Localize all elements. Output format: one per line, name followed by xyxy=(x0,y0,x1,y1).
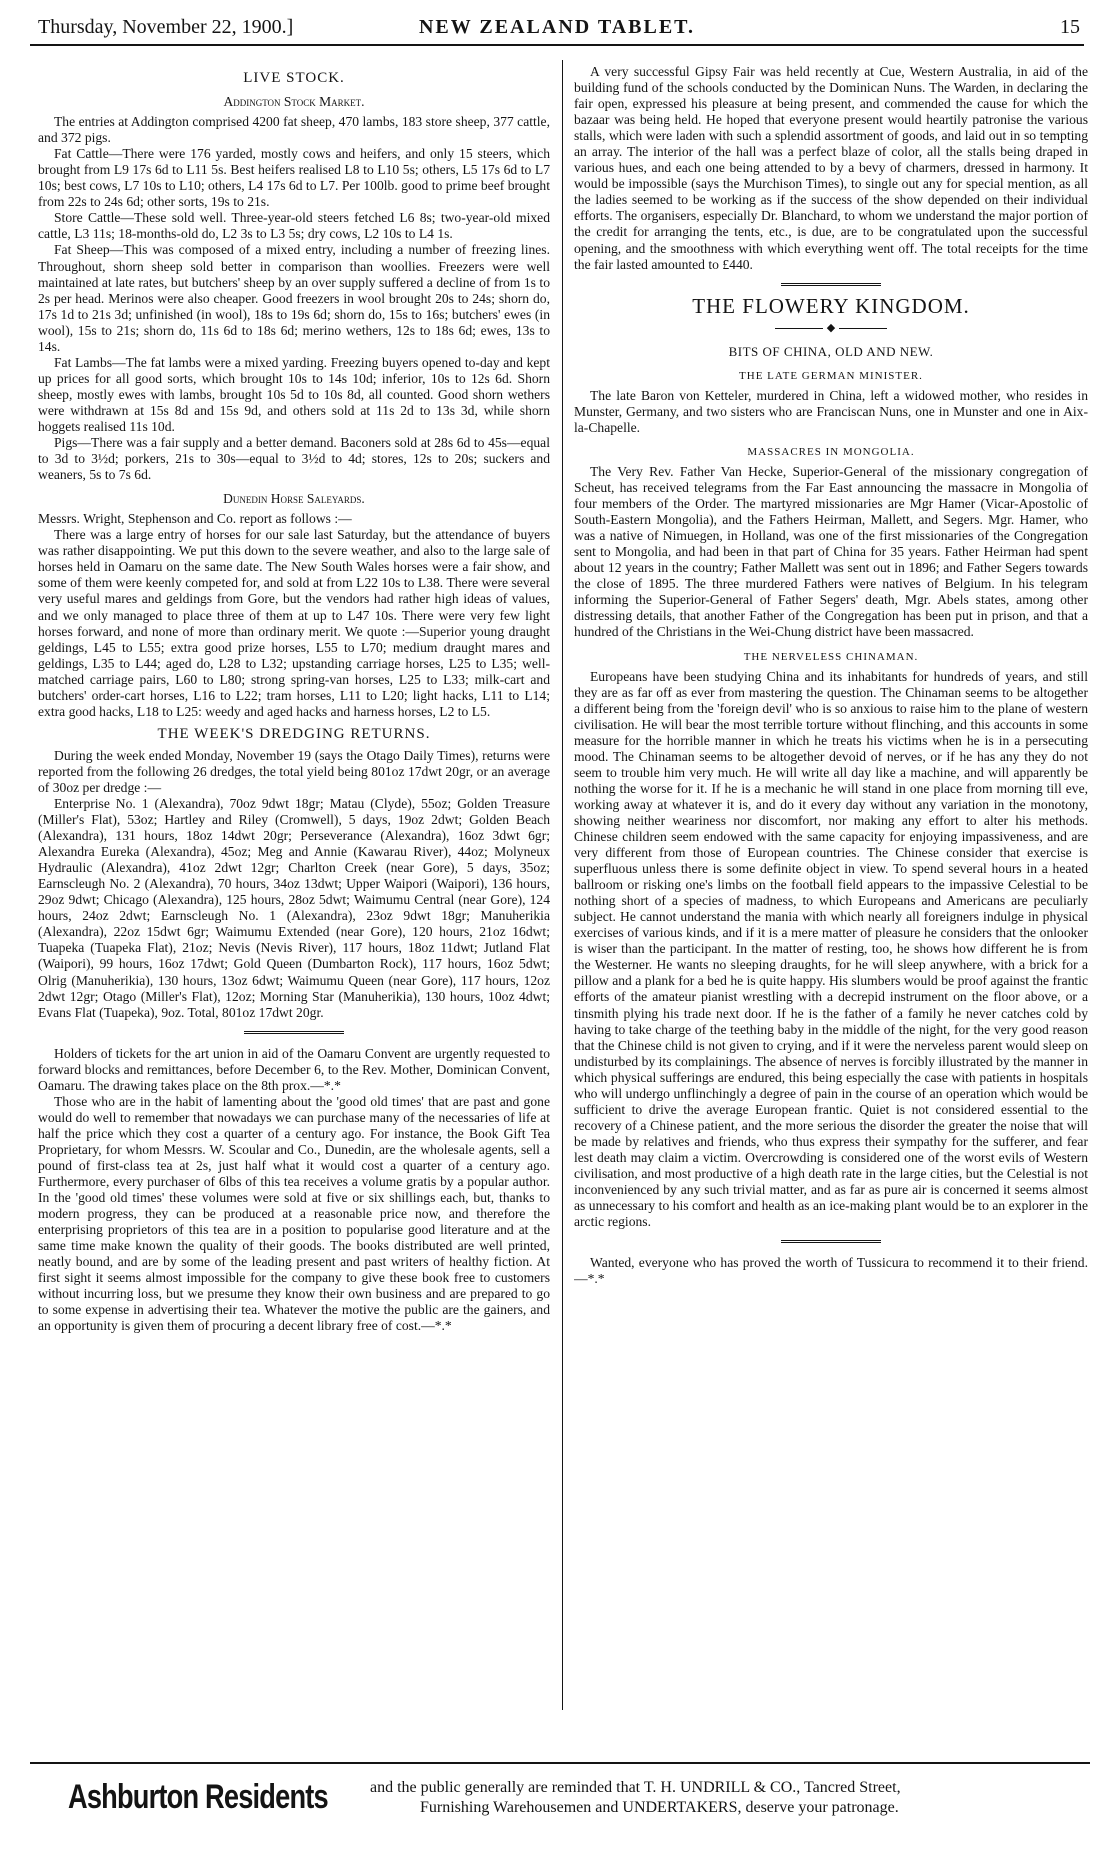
left-column xyxy=(38,64,550,1710)
flowery-kingdom-title: THE FLOWERY KINGDOM. xyxy=(692,293,970,318)
section-divider xyxy=(781,1240,881,1245)
right-column xyxy=(574,64,1088,1710)
art-union-paragraph: Holders of tickets for the art union in aid of the Oamaru Convent are urgently requested to forward blocks and remittances, before December 6, to the Rev. Mother, Dominican Convent, Oamaru. The drawing takes place on the 8th prox.—*.* xyxy=(38,1045,550,1093)
section-divider xyxy=(244,1031,344,1036)
dredging-paragraph: Enterprise No. 1 (Alexandra), 70oz 9dwt 18gr; Matau (Clyde), 55oz; Golden Treasure (Miller's Flat), 53oz; Hartley and Riley (Cromwell), 5 days, 19oz 2dwt; Golden Beach (Alexandra), 131 hours, 18oz 14dwt 20gr; Perseverance (Alexandra), 16oz 3dwt 6gr; Alexandra Eureka (Alexandra), 45oz; Meg and Annie (Kawarau River), 44oz; Molyneux Hydraulic (Alexandra), 41oz 2dwt 12gr; Charlton Creek (near Gore), 5 days, 35oz; Earnscleugh No. 2 (Alexandra), 70 hours, 34oz 13dwt; Upper Waipori (Waipori), 136 hours, 29oz 9dwt; Chicago (Alexandra), 125 hours, 28oz 5dwt; Waimumu Central (near Gore), 124 hours, 24oz 2dwt; Earnscleugh No. 1 (Alexandra), 23oz 9dwt 18gr; Manuherikia (Alexandra), 22oz 15dwt 6gr; Waimumu Extended (near Gore), 120 hours, 21oz 16dwt; Tuapeka (Tuapeka Flat), 21oz; Nevis (Nevis River), 117 hours, 18oz 11dwt; Jutland Flat (Waipori), 99 hours, 16oz 17dwt; Gold Queen (Dumbarton Rock), 117 hours, 16oz 5dwt; Olrig (Manuherikia), 130 hours, 13oz 6dwt; Waimumu Queen (near Gore), 117 hours, 12oz 2dwt 12gr; Otago (Miller's Flat), 12oz; Morning Star (Manuherikia), 130 hours, 10oz 4dwt; Evans Flat (Tuapeka), 9oz. Total, 801oz 17dwt 20gr. xyxy=(38,796,550,1020)
ad-body xyxy=(370,1778,1070,1818)
section-divider xyxy=(781,283,881,288)
column-rule xyxy=(562,60,563,1710)
page-number: 15 xyxy=(1060,16,1080,38)
tea-paragraph: Those who are in the habit of lamenting about the 'good old times' that are past and gone would do well to remember that nowadays we can purchase many of the necessaries of life at half the price which they cost a quarter of a century ago. For instance, the Book Gift Tea Proprietary, for whom Messrs. W. Scoular and Co., Dunedin, are the wholesale agents, sell a pound of first-class tea at 2s, just half what it would cost a quarter of a century ago. Furthermore, every purchaser of 6lbs of this tea receives a volume gratis by a popular author. In the 'good old times' these volumes were sold at five or six shillings each, but, thanks to modern progress, they can be produced at a reasonable price now, and therefore the enterprising proprietors of this tea are in a position to popularise good literature and at the same time make known the quality of their goods. The books distributed are well printed, neatly bound, and are by some of the leading present and past writers of healthy fiction. At first sight it seems almost impossible for the company to give these book free to customers without incurring loss, but we presume they know their own business and are prepared to go to some expense in advertising their tea. Whatever the motive the public are the gainers, and an opportunity is given them of procuring a decent library free of cost.—*.* xyxy=(38,1093,550,1334)
addington-subtitle: Addington Stock Market. xyxy=(223,94,365,110)
diamond-ornament: ◆ xyxy=(574,320,1088,336)
gipsy-fair-paragraph: A very successful Gipsy Fair was held recently at Cue, Western Australia, in aid of the building fund of the schools conducted by the Dominican Nuns. The Warden, in declaring the fair open, expressed his pleasure at being present, and commended the cause for which the bazaar was being held. He hoped that everyone present would heartily patronise the various stalls, which were laden with such a splendid assortment of goods, and laid out in so tempting an array. The interior of the hall was a perfect blaze of color, all the stalls being draped in various hues, and each one being attended to by a bevy of charmers, dressed in harmony. It would be impossible (says the Murchison Times), to single out any for special mention, as all the ladies seemed to be working as if the success of the show depended on their individual efforts. The organisers, especially Dr. Blanchard, to whom we understand the major portion of the credit for arranging the tents, etc., is due, are to be congratulated upon the successful opening, and the smoothness with which everything went off. The total receipts for the time the fair lasted amounted to £440. xyxy=(574,64,1088,272)
ad-line: Furnishing Warehousemen and UNDERTAKERS, deserve your patronage. xyxy=(420,1799,899,1816)
live-stock-paragraph: Pigs—There was a fair supply and a better demand. Baconers sold at 28s 6d to 45s—equal to 3d to 3½d; porkers, 21s to 30s—equal to 3½d to 4d; stores, 12s to 20s; suckers and weaners, 5s to 7s 6d. xyxy=(38,435,550,483)
live-stock-title: LIVE STOCK. xyxy=(243,70,345,86)
nerveless-paragraph: Europeans have been studying China and its inhabitants for hundreds of years, and still they are as far off as ever from mastering the question. The Chinaman seems to be altogether a different being from the 'foreign devil' who is so anxious to raise him to the plane of western civilisation. He will bear the most terrible torture without flinching, and this accounts in some measure for the horrible manner in which he treats his victims when he is in a persecuting mood. The Chinaman seems to be altogether devoid of nerves, or if he has any they do not seem to trouble him very much. He will write all day like a machine, and will apparently be nothing the worse for it. If he is a mechanic he will stand in one place from morning till eve, working away at whatever it is, and do it every day without any variation in the monotony, showing neither weariness nor discomfort, nor making any effort to alter his methods. Chinese children seem endowed with the same capacity for enjoying impassiveness, and are very different from those of European countries. The Chinese consider that exercise is superfluous unless there is some definite object in view. To spend several hours in a heated ballroom or risking one's limbs on the football field appears to the impassive Celestial to be nothing short of a species of madness, to which Europeans and Americans are peculiarly subject. He cannot understand the mania with which nearly all foreigners indulge in physical exercises of various kinds, and if it is a mere matter of pleasure he considers that the onlooker is wiser than the participant. In the matter of resting, too, he shows how different he is from the Westerner. He wants no sleeping draughts, for he will sleep anywhere, with a brick for a pillow and a plank for a bed he is quite happy. His slumbers would be proof against the frantic efforts of the amateur pianist wrestling with a decrepid instrument on the floor above, or a tinsmith plying his trade next door. If he is the father of a family he never catches cold by having to take charge of the teething baby in the middle of the night, for the very good reason that the Chinese child is not given to crying, and if it were the nerveless parent would sleep on undisturbed by its complainings. The absence of nerves is forcibly illustrated by the manner in which physical sufferings are endured, this being especially the case with patients in hospitals who will undergo unflinchingly a degree of pain in the course of an operation which would be sufficient to drive the average European frantic. Quiet is not considered essential to the recovery of a Chinese patient, and the more serious the disorder the greater the noise that will be made by relatives and friends, who thus express their sympathy for the sufferer, and fear lest death may claim a victim. Overcrowding is considered one of the worst evils of Western civilisation, and most productive of a high death rate in the large cities, but the Celestial is not inconvenienced by any such trivial matter, and as far as pure air is concerned it seems almost as unnecessary to his comfort and health as an ice-making plant would be to an explorer in the arctic regions. xyxy=(574,668,1088,1230)
issue-date: Thursday, November 22, 1900.] xyxy=(38,16,294,38)
flowery-subtitle: BITS OF CHINA, OLD AND NEW. xyxy=(728,343,934,359)
live-stock-paragraph: Fat Lambs—The fat lambs were a mixed yarding. Freezing buyers opened to-day and kept up prices for all good sorts, which brought 10s to 14s 10d; inferior, 10s to 12s 6d. Shorn sheep, mostly ewes with lambs, brought 10s 5d to 10s 8d, all counted. Good shorn wethers were withdrawn at 15s 8d and 15s 9d, and others sold at 11s 2d to 13s 3d, while shorn hoggets realised 11s 10d. xyxy=(38,354,550,434)
ad-heading: Ashburton Residents xyxy=(68,1778,328,1816)
live-stock-paragraph: Fat Cattle—There were 176 yarded, mostly cows and heifers, and only 15 steers, which brought from L9 17s 6d to L11 5s. Best heifers realised L8 to L10 5s; others, L5 17s 6d to L7 10s; best cows, L7 10s to L10; others, L4 17s 6d to L7. Per 100lb. good to prime beef brought from 22s to 24s 6d; other sorts, 19s to 21s. xyxy=(38,146,550,210)
dredging-title: THE WEEK'S DREDGING RETURNS. xyxy=(157,725,431,742)
live-stock-paragraph: Store Cattle—These sold well. Three-year-old steers fetched L6 8s; two-year-old mixed cattle, L3 11s; 18-months-old do, L2 3s to L3 5s; dry cows, L2 10s to L4 1s. xyxy=(38,210,550,242)
nerveless-heading: THE NERVELESS CHINAMAN. xyxy=(743,650,919,663)
german-minister-paragraph: The late Baron von Ketteler, murdered in China, left a widowed mother, who resides in Munster, Germany, and two sisters who are Franciscan Nuns, one in Munster and one in Aix-la-Chapelle. xyxy=(574,387,1088,435)
horse-intro: Messrs. Wright, Stephenson and Co. report as follows :— xyxy=(38,511,352,527)
mongolia-heading: MASSACRES IN MONGOLIA. xyxy=(747,445,915,458)
dredging-paragraph: During the week ended Monday, November 19 (says the Otago Daily Times), returns were reported from the following 26 dredges, the total yield being 801oz 17dwt 20gr, or an average of 30oz per dredge :— xyxy=(38,747,550,795)
mongolia-paragraph: The Very Rev. Father Van Hecke, Superior-General of the missionary congregation of Scheut, has received telegrams from the Far East announcing the massacre in Mongolia of four members of the Order. The martyred missionaries are Mgr Hamer (Vicar-Apostolic of South-Eastern Mongolia), and the Fathers Heirman, Mallett, and Segers. Mgr. Hamer, who was a native of Nimuegen, in Holland, was one of the first missionaries of the Congregation sent to Mongolia, and had been in that part of China for 35 years. Father Heirman had spent about 12 years in the country; Father Mallett was sent out in 1896; and Father Segers towards the close of 1895. The three murdered Fathers were natives of Belgium. In his telegram informing the Superior-General of Father Segers' death, Mgr. Abels states, among other distressing details, that another Father of the Congregation has been put in prison, and that a hundred of the Christians in the Wei-Chung district have been massacred. xyxy=(574,463,1088,640)
horse-saleyards-subtitle: Dunedin Horse Saleyards. xyxy=(223,491,365,507)
page-header xyxy=(30,10,1084,46)
footer-advertisement xyxy=(30,1762,1090,1838)
paper-title: NEW ZEALAND TABLET. xyxy=(418,16,696,38)
german-minister-heading: THE LATE GERMAN MINISTER. xyxy=(739,369,923,382)
live-stock-paragraph: The entries at Addington comprised 4200 fat sheep, 470 lambs, 183 store sheep, 377 cattle, and 372 pigs. xyxy=(38,114,550,146)
ad-line: and the public generally are reminded that T. H. UNDRILL & CO., Tancred Street, xyxy=(370,1779,901,1796)
live-stock-paragraph: Fat Sheep—This was composed of a mixed entry, including a number of freezing lines. Throughout, shorn sheep sold better in comparison than woollies. Freezers were well maintained at late rates, but butchers' sheep by an over supply suffered a decline of from 1s to 2s per head. Merinos were also cheaper. Good freezers in wool brought 20s to 24s; shorn do, 17s 1d to 21s 3d; unfinished (in wool), 18s to 19s 6d; shorn do, 15s to 16s; butchers' ewes (in wool), 15s to 21s; shorn do, 11s 6d to 18s 6d; merino wethers, 12s to 18s 6d; ewes, 13s to 14s. xyxy=(38,242,550,354)
horse-paragraph: There was a large entry of horses for our sale last Saturday, but the attendance of buyers was rather disappointing. We put this down to the severe weather, and also to the large sale of horses held in Oamaru on the same date. The New South Wales horses were a fair show, and some of them were keenly competed for, and sold at from L22 10s to L38. There were several very useful mares and geldings from Gore, but the vendors had rather high ideas of values, and we only managed to place three of them at up to L47 10s. There were very few light horses forward, and none of more than ordinary merit. We quote :—Superior young draught geldings, L45 to L55; extra good prize horses, L55 to L70; medium draught mares and geldings, L35 to L44; aged do, L28 to L32; upstanding carriage horses, L25 to L35; well-matched carriage pairs, L60 to L80; strong spring-van horses, L25 to L33; milk-cart and butchers' order-cart horses, L16 to L22; tram horses, L11 to L20; light hacks, L11 to L14; extra good hacks, L18 to L25: weedy and aged hacks and harness horses, L2 to L5. xyxy=(38,527,550,719)
tussicura-paragraph: Wanted, everyone who has proved the worth of Tussicura to recommend it to their friend.—*.* xyxy=(574,1255,1088,1287)
